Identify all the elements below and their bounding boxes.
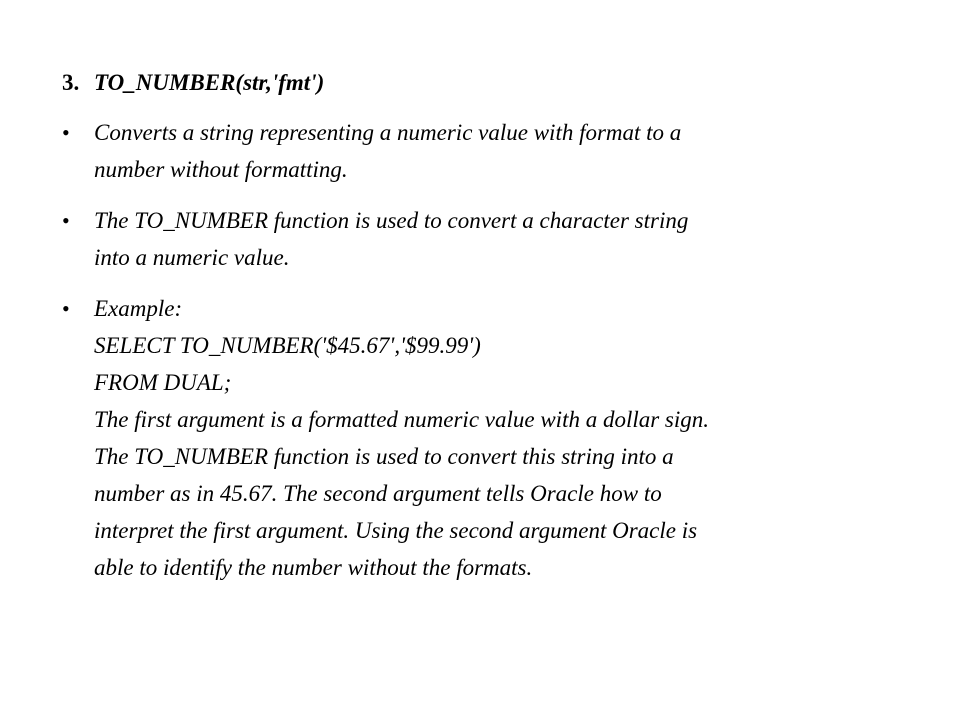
- bullet-line: into a numeric value.: [94, 245, 290, 270]
- explanation-line: number as in 45.67. The second argument tells Oracle how to: [94, 481, 662, 506]
- bullet-text: [94, 202, 914, 276]
- section-title: TO_NUMBER(str,'fmt'): [94, 70, 325, 95]
- bullet-icon: •: [62, 296, 70, 321]
- bullet-icon: •: [62, 120, 70, 145]
- explanation-line: interpret the first argument. Using the second argument Oracle is: [94, 518, 698, 543]
- section-number: 3.: [62, 70, 80, 95]
- example-code-line: SELECT TO_NUMBER('$45.67','$99.99'): [94, 333, 481, 358]
- example-code-line: FROM DUAL;: [94, 370, 232, 395]
- explanation-line: able to identify the number without the formats.: [94, 555, 533, 580]
- bullet-line: number without formatting.: [94, 157, 348, 182]
- bullet-line: The TO_NUMBER function is used to convert a character string: [94, 208, 689, 233]
- bullet-text: [94, 290, 914, 586]
- explanation-line: The TO_NUMBER function is used to convert this string into a: [94, 444, 674, 469]
- bullet-icon: •: [62, 208, 70, 233]
- bullet-text: [94, 114, 914, 188]
- explanation-line: The first argument is a formatted numeric value with a dollar sign.: [94, 407, 710, 432]
- example-label: Example:: [94, 296, 183, 321]
- section-heading: [62, 66, 324, 100]
- bullet-line: Converts a string representing a numeric value with format to a: [94, 120, 682, 145]
